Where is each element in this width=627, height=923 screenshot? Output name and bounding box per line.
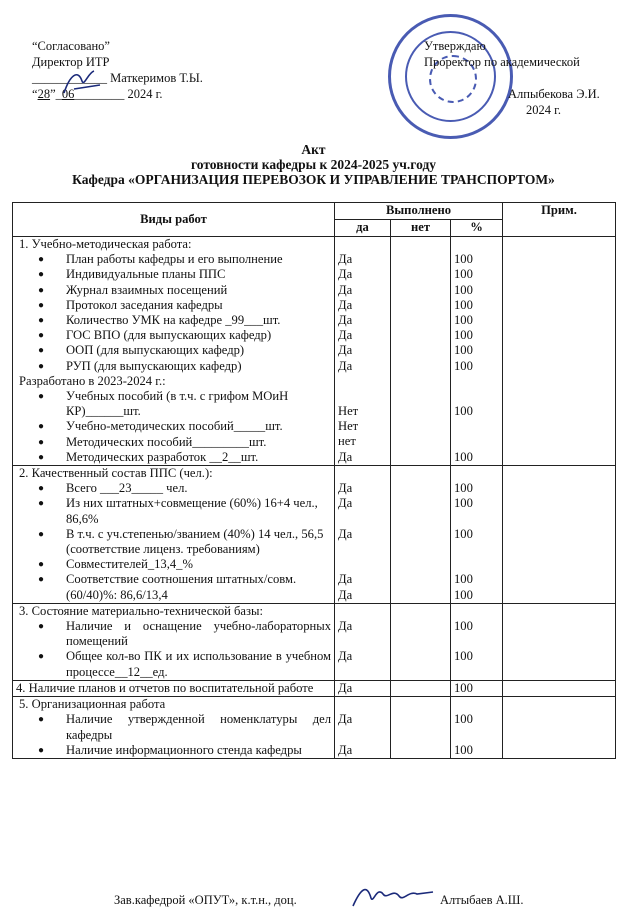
footer-position: Зав.кафедрой «ОПУТ», к.т.н., доц. bbox=[114, 893, 297, 907]
section-3-percent-cell bbox=[451, 603, 503, 680]
section-4-yes: Да bbox=[335, 680, 391, 696]
department-name: Кафедра «ОРГАНИЗАЦИЯ ПЕРЕВОЗОК И УПРАВЛЕНИЕ ТРАНСПОРТОМ» bbox=[72, 172, 555, 187]
value-yes: Да bbox=[338, 343, 353, 358]
section-3-yes-cell bbox=[335, 603, 391, 680]
header-note: Прим. bbox=[503, 203, 616, 237]
value-yes: Да bbox=[338, 297, 353, 312]
list-item: ● РУП (для выпускающих кафедр) bbox=[16, 359, 331, 374]
list-item: ● Соответствие соотношения штатных/совм. (60/40)%: 86,6/13,4 bbox=[16, 572, 331, 602]
vice-rector-name: Алпыбекова Э.И. bbox=[508, 87, 600, 101]
section-3-title: 3. Состояние материально-технической базы: bbox=[19, 603, 263, 618]
list-item: ● Совместителей_13,4_% bbox=[16, 557, 331, 572]
value-percent: 100 bbox=[454, 649, 473, 664]
section-5-note-cell bbox=[503, 697, 616, 759]
section-3-list bbox=[16, 619, 331, 680]
section-4-no-cell bbox=[391, 680, 451, 696]
agreed-date-year: 2024 г. bbox=[127, 87, 163, 101]
head-name: Алтыбаев А.Ш. bbox=[440, 893, 524, 907]
value-yes: Да bbox=[338, 267, 353, 282]
value-percent: 100 bbox=[454, 404, 473, 419]
table-row-section-1 bbox=[13, 237, 616, 466]
table-row-section-4 bbox=[13, 680, 616, 696]
vice-rector-title-2 bbox=[424, 70, 624, 86]
header-no: нет bbox=[391, 220, 451, 237]
list-item: ● Количество УМК на кафедре _99___шт. bbox=[16, 313, 331, 328]
section-4-note-cell bbox=[503, 680, 616, 696]
agreed-date: “28”_06________ 2024 г. bbox=[32, 87, 163, 101]
value-yes: Нет bbox=[338, 404, 359, 419]
value-percent: 100 bbox=[454, 526, 473, 541]
approved-label: Утверждаю bbox=[424, 39, 486, 53]
value-percent: 100 bbox=[454, 252, 473, 267]
section-2-no-cell bbox=[391, 466, 451, 604]
value-percent: 100 bbox=[454, 449, 473, 464]
list-item: ● ООП (для выпускающих кафедр) bbox=[16, 343, 331, 358]
director-title: Директор ИТР bbox=[32, 55, 110, 69]
section-1-title: 1. Учебно-методическая работа: bbox=[19, 237, 192, 251]
header-percent: % bbox=[451, 220, 503, 237]
value-yes: Да bbox=[338, 312, 353, 327]
table-row-section-2 bbox=[13, 466, 616, 604]
header-done: Выполнено bbox=[335, 203, 503, 220]
value-yes: Да bbox=[338, 496, 353, 511]
list-item: ● Наличие информационного стенда кафедры bbox=[16, 743, 331, 758]
value-yes: Да bbox=[338, 649, 353, 664]
value-percent: 100 bbox=[454, 742, 473, 757]
section-5-yes-cell bbox=[335, 697, 391, 759]
vice-rector-signature-line bbox=[424, 86, 624, 102]
value-yes: Да bbox=[338, 358, 353, 373]
section-2-note-cell bbox=[503, 466, 616, 604]
section-2-title: 2. Качественный состав ППС (чел.): bbox=[19, 466, 213, 481]
value-yes: Да bbox=[338, 449, 353, 464]
value-yes: нет bbox=[338, 434, 356, 449]
section-2-list bbox=[16, 481, 331, 603]
value-yes: Да bbox=[338, 712, 353, 727]
value-percent bbox=[454, 434, 499, 449]
list-item: ● Методических пособий_________шт. bbox=[16, 435, 331, 450]
list-item: ● Журнал взаимных посещений bbox=[16, 283, 331, 298]
value-percent: 100 bbox=[454, 712, 473, 727]
section-5-cell bbox=[13, 697, 335, 759]
approved-date: 2024 г. bbox=[526, 103, 561, 117]
value-percent: 100 bbox=[454, 297, 473, 312]
section-1-note-cell bbox=[503, 237, 616, 466]
value-percent: 100 bbox=[454, 619, 473, 634]
value-percent: 100 bbox=[454, 328, 473, 343]
approval-approved-block bbox=[424, 38, 624, 118]
section-1-percent-cell bbox=[451, 237, 503, 466]
section-2-percent-cell bbox=[451, 466, 503, 604]
value-yes: Да bbox=[338, 481, 353, 496]
section-5-percent-cell bbox=[451, 697, 503, 759]
value-yes: Нет bbox=[338, 419, 359, 434]
value-percent: 100 bbox=[454, 587, 473, 602]
section-4-percent: 100 bbox=[451, 680, 503, 696]
section-3-no-cell bbox=[391, 603, 451, 680]
value-percent: 100 bbox=[454, 481, 473, 496]
section-3-note-cell bbox=[503, 603, 616, 680]
document-title: Акт bbox=[301, 142, 326, 157]
section-5-no-cell bbox=[391, 697, 451, 759]
list-item: ● Индивидуальные планы ППС bbox=[16, 267, 331, 282]
section-5-title: 5. Организационная работа bbox=[19, 697, 166, 712]
value-yes: Да bbox=[338, 587, 353, 602]
value-yes: Да bbox=[338, 252, 353, 267]
list-item: ● Всего ___23_____ чел. bbox=[16, 481, 331, 496]
value-percent: 100 bbox=[454, 343, 473, 358]
agreed-label: “Согласовано” bbox=[32, 39, 110, 53]
readiness-table bbox=[12, 202, 616, 759]
list-item: ● Из них штатных+совмещение (60%) 16+4 чел., 86,6% bbox=[16, 496, 331, 526]
value-yes: Да bbox=[338, 742, 353, 757]
list-item: ● Наличие и оснащение учебно-лабораторных помещений bbox=[16, 619, 331, 649]
section-2-yes-cell bbox=[335, 466, 391, 604]
header-yes: да bbox=[335, 220, 391, 237]
header-work-types: Виды работ bbox=[13, 203, 335, 237]
list-item: ● Общее кол-во ПК и их использование в учебном процессе__12__ед. bbox=[16, 649, 331, 679]
section-5-list bbox=[16, 712, 331, 758]
director-name: Маткеримов Т.Ы. bbox=[110, 71, 203, 85]
value-percent bbox=[454, 419, 499, 434]
section-1-yes-cell bbox=[335, 237, 391, 466]
value-yes: Да bbox=[338, 328, 353, 343]
agreed-date-month: 06 bbox=[61, 87, 75, 101]
section-4-title: 4. Наличие планов и отчетов по воспитательной работе bbox=[13, 680, 335, 696]
list-item: ● В т.ч. с уч.степенью/званием (40%) 14 чел., 56,5 (соответствие лиценз. требованиям) bbox=[16, 527, 331, 557]
section-1b-title: Разработано в 2023-2024 г.: bbox=[19, 373, 166, 388]
value-percent: 100 bbox=[454, 358, 473, 373]
value-yes: Да bbox=[338, 572, 353, 587]
value-yes: Да bbox=[338, 619, 353, 634]
value-yes: Да bbox=[338, 526, 353, 541]
document-subtitle: готовности кафедры к 2024-2025 уч.году bbox=[190, 157, 437, 172]
vice-rector-title: Проректор по академической bbox=[424, 55, 580, 69]
list-item: ● Протокол заседания кафедры bbox=[16, 298, 331, 313]
table-row-section-5 bbox=[13, 697, 616, 759]
section-3-cell bbox=[13, 603, 335, 680]
agreed-date-day: 28 bbox=[37, 87, 51, 101]
list-item: ● ГОС ВПО (для выпускающих кафедр) bbox=[16, 328, 331, 343]
head-signature-image bbox=[347, 880, 437, 912]
value-percent: 100 bbox=[454, 312, 473, 327]
list-item: ● Методических разработок __2__шт. bbox=[16, 450, 331, 465]
list-item: ● Наличие утвержденной номенклатуры дел кафедры bbox=[16, 712, 331, 742]
section-1b-list bbox=[16, 389, 331, 465]
value-percent: 100 bbox=[454, 572, 473, 587]
value-percent: 100 bbox=[454, 496, 473, 511]
list-item: ● Учебных пособий (в т.ч. с грифом МОиН КР)______шт. bbox=[16, 389, 331, 419]
value-percent: 100 bbox=[454, 282, 473, 297]
section-1-cell bbox=[13, 237, 335, 466]
table-row-section-3 bbox=[13, 603, 616, 680]
section-2-cell bbox=[13, 466, 335, 604]
list-item: ● Учебно-методических пособий_____шт. bbox=[16, 419, 331, 434]
value-percent: 100 bbox=[454, 267, 473, 282]
section-1-list bbox=[16, 252, 331, 374]
section-1-no-cell bbox=[391, 237, 451, 466]
value-yes: Да bbox=[338, 282, 353, 297]
director-signature-line: ____________ Маткеримов Т.Ы. bbox=[32, 71, 203, 85]
list-item: ● План работы кафедры и его выполнение bbox=[16, 252, 331, 267]
director-signature-image bbox=[60, 65, 106, 99]
